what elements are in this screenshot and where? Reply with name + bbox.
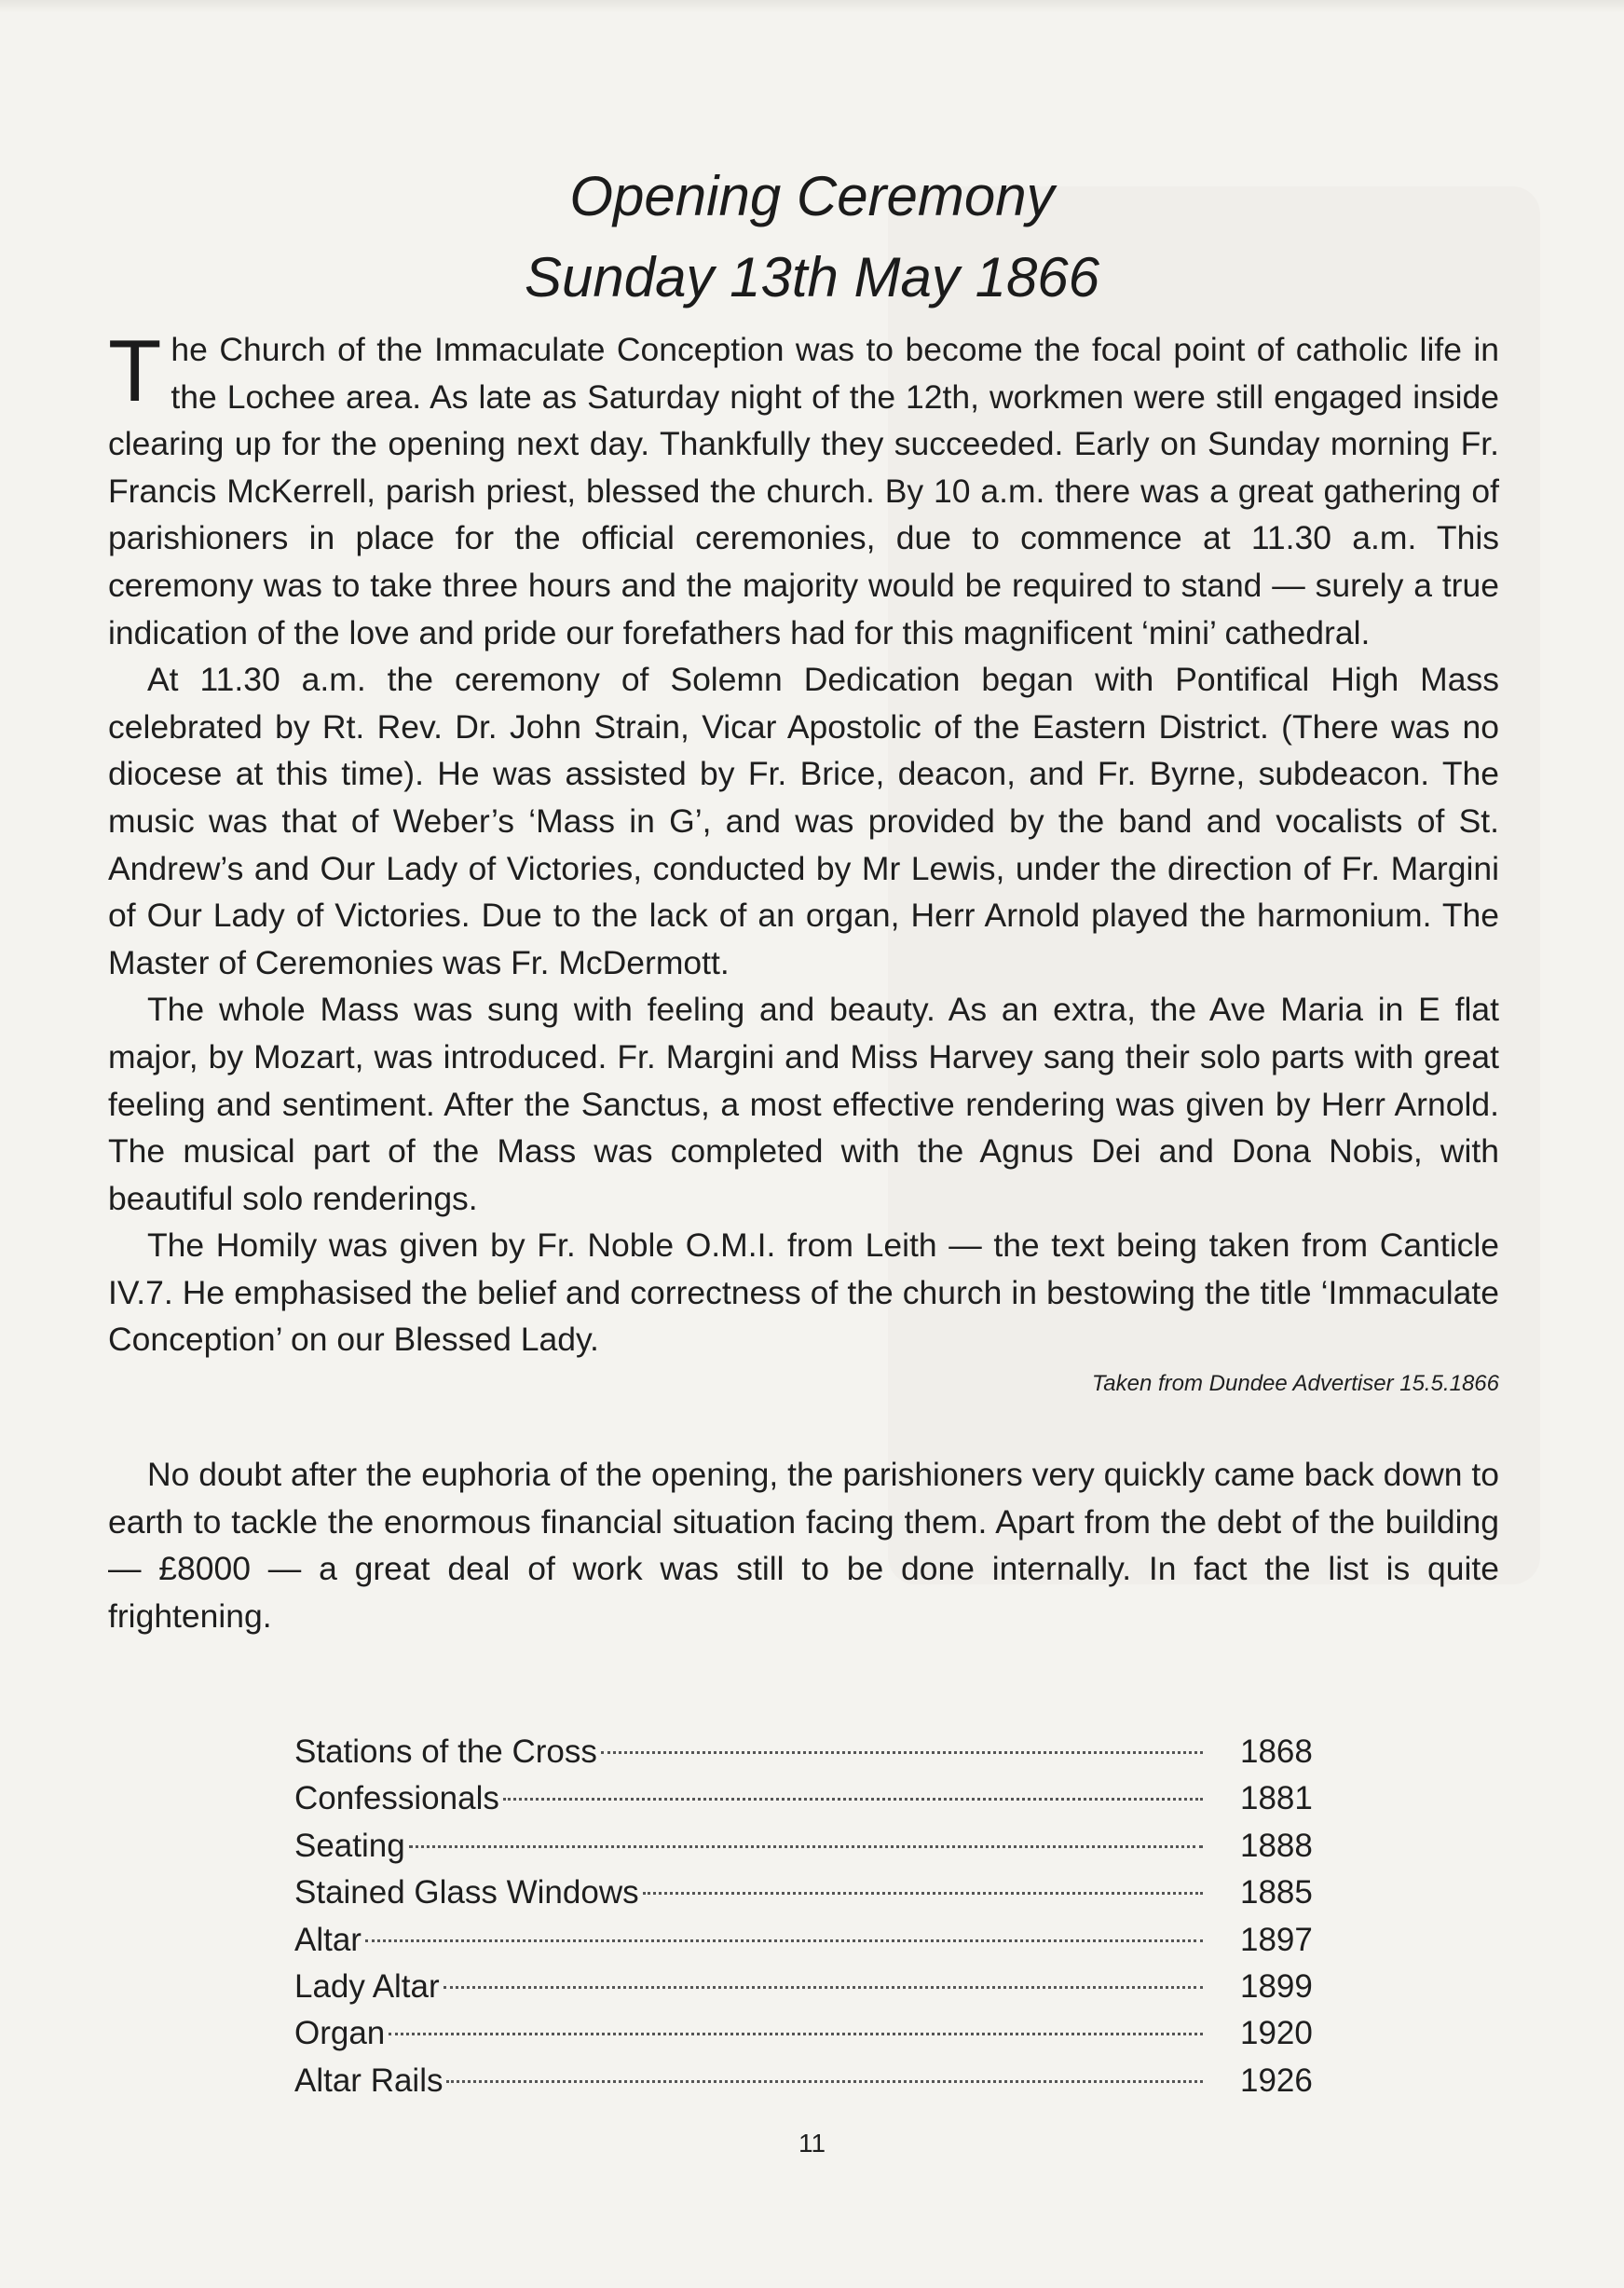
section-gap <box>108 1403 1499 1451</box>
item-label: Lady Altar <box>294 1967 440 2005</box>
title-line-1: Opening Ceremony <box>569 165 1055 227</box>
paragraph-4: The Homily was given by Fr. Noble O.M.I. from Leith — the text being taken from Canticle IV.7. He emphasised the belief and correctness of the church in bestowing the title ‘Immaculate Conception’ on our Blessed Lady. <box>108 1226 1499 1359</box>
article-body <box>108 322 1499 1639</box>
item-label: Altar <box>294 1921 362 1958</box>
drop-cap: T <box>108 322 162 419</box>
page-number: 11 <box>798 2129 826 2158</box>
list-item <box>294 2058 1317 2104</box>
dot-leader <box>444 1986 1203 1989</box>
works-date-list <box>294 1729 1317 2104</box>
item-label: Stained Glass Windows <box>294 1874 639 1911</box>
title-line-2: Sunday 13th May 1866 <box>524 246 1100 308</box>
paragraph-5: No doubt after the euphoria of the opening, the parishioners very quickly came back down to earth to tackle the enormous financial situation facing them. Apart from the debt of the building — £8000 — a great deal of work was still to be done internally. In fact the list is quite frightening. <box>108 1456 1499 1635</box>
item-label: Confessionals <box>294 1780 499 1817</box>
list-item <box>294 1964 1317 2010</box>
item-year: 1868 <box>1240 1733 1313 1770</box>
item-year: 1897 <box>1240 1921 1313 1958</box>
dot-leader <box>409 1845 1203 1848</box>
paragraph-3: The whole Mass was sung with feeling and beauty. As an extra, the Ave Maria in E flat major, by Mozart, was introduced. Fr. Margini and Miss Harvey sang their solo parts with great feeling and sentiment. After the Sanctus, a most effective rendering was given by Herr Arnold. The musical part of the Mass was completed with the Agnus Dei and Dona Nobis, with beautiful solo renderings. <box>108 991 1499 1217</box>
item-year: 1888 <box>1240 1827 1313 1864</box>
item-label: Organ <box>294 2015 386 2052</box>
dot-leader <box>446 2080 1203 2083</box>
list-item <box>294 2010 1317 2057</box>
dot-leader <box>601 1751 1203 1754</box>
item-year: 1899 <box>1240 1967 1313 2005</box>
dot-leader <box>643 1892 1203 1895</box>
paragraph-1 <box>108 322 1499 656</box>
list-item <box>294 1775 1317 1822</box>
item-label: Seating <box>294 1827 405 1864</box>
item-year: 1885 <box>1240 1874 1313 1911</box>
item-year: 1881 <box>1240 1780 1313 1817</box>
list-item <box>294 1917 1317 1964</box>
dot-leader <box>389 2033 1203 2035</box>
paragraph-1-text: he Church of the Immaculate Conception was to become the focal point of catholic life in the Lochee area. As late as Saturday night of the 12th, workmen were still engaged inside clearing up for the opening next day. Thankfully they succeeded. Early on Sunday morning Fr. Francis McKerrell, parish priest, blessed the church. By 10 a.m. there was a great gathering of parishioners in place for the official ceremonies, due to commence at 11.30 a.m. This ceremony was to take three hours and the majority would be required to stand — surely a true indication of the love and pride our forefathers had for this magnificent ‘mini’ cathedral. <box>108 331 1499 651</box>
item-year: 1926 <box>1240 2062 1313 2099</box>
list-item <box>294 1729 1317 1775</box>
item-label: Stations of the Cross <box>294 1733 597 1770</box>
paragraph-2: At 11.30 a.m. the ceremony of Solemn Dedication began with Pontifical High Mass celebrated by Rt. Rev. Dr. John Strain, Vicar Apostolic of the Eastern District. (There was no diocese at this time). He was assisted by Fr. Brice, deacon, and Fr. Byrne, subdeacon. The music was that of Weber’s ‘Mass in G’, and was provided by the band and vocalists of St. Andrew’s and Our Lady of Victories, conducted by Mr Lewis, under the direction of Fr. Margini of Our Lady of Victories. Due to the lack of an organ, Herr Arnold played the harmonium. The Master of Ceremonies was Fr. McDermott. <box>108 661 1499 981</box>
dot-leader <box>503 1798 1203 1801</box>
item-year: 1920 <box>1240 2015 1313 2052</box>
list-item <box>294 1823 1317 1870</box>
item-label: Altar Rails <box>294 2062 444 2099</box>
list-item <box>294 1870 1317 1916</box>
source-citation: Taken from Dundee Advertiser 15.5.1866 <box>1091 1371 1499 1397</box>
dot-leader <box>365 1939 1203 1942</box>
